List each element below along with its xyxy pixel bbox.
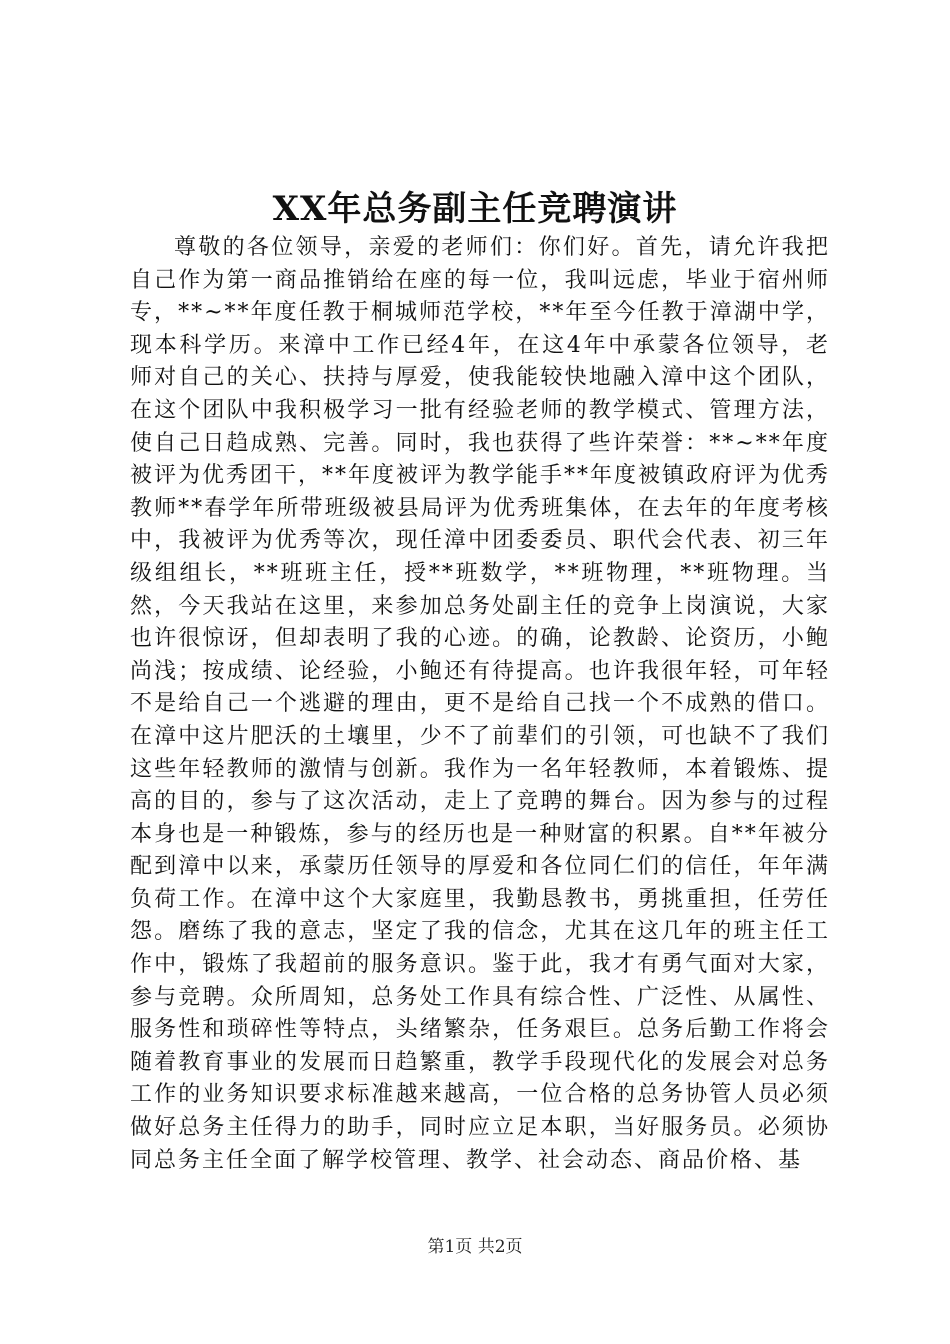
document-body-paragraph: 尊敬的各位领导，亲爱的老师们：你们好。首先，请允许我把自己作为第一商品推销给在座的每一位，我叫远虑，毕业于宿州师专，**~**年度任教于桐城师范学校，**年至今任教于漳湖中学，现本科学历。来漳中工作已经4年，在这4年中承蒙各位领导，老师对自己的关心、扶持与厚爱，使我能较快地融入漳中这个团队，在这个团队中我积极学习一批有经验老师的教学模式、管理方法，使自己日趋成熟、完善。同时，我也获得了些许荣誉：**~**年度被评为优秀团干，**年度被评为教学能手**年度被镇政府评为优秀教师**春学年所带班级被县局评为优秀班集体，在去年的年度考核中，我被评为优秀等次，现任漳中团委委员、职代会代表、初三年级组组长，**班班主任，授**班数学，**班物理，**班物理。当然，今天我站在这里，来参加总务处副主任的竞争上岗演说，大家也许很惊讶，但却表明了我的心迹。的确，论教龄、论资历，小鲍尚浅；按成绩、论经验，小鲍还有待提高。也许我很年轻，可年轻不是给自己一个逃避的理由，更不是给自己找一个不成熟的借口。在漳中这片肥沃的土壤里，少不了前辈们的引领，可也缺不了我们这些年轻教师的激情与创新。我作为一名年轻教师，本着锻炼、提高的目的，参与了这次活动，走上了竞聘的舞台。因为参与的过程本身也是一种锻炼，参与的经历也是一种财富的积累。自**年被分配到漳中以来，承蒙历任领导的厚爱和各位同仁们的信任，年年满负荷工作。在漳中这个大家庭里，我勤恳教书，勇挑重担，任劳任怨。磨练了我的意志，坚定了我的信念，尤其在这几年的班主任工作中，锻炼了我超前的服务意识。鉴于此，我才有勇气面对大家，参与竞聘。众所周知，总务处工作具有综合性、广泛性、从属性、服务性和琐碎性等特点，头绪繁杂，任务艰巨。总务后勤工作将会随着教育事业的发展而日趋繁重，教学手段现代化的发展会对总务工作的业务知识要求标准越来越高，一位合格的总务协管人员必须做好总务主任得力的助手，同时应立足本职，当好服务员。必须协同总务主任全面了解学校管理、教学、社会动态、商品价格、基 bbox=[130, 235, 831, 1173]
document-title: XX年总务副主任竞聘演讲 bbox=[272, 189, 678, 229]
page-number-footer: 第1页 共2页 bbox=[427, 1237, 523, 1257]
